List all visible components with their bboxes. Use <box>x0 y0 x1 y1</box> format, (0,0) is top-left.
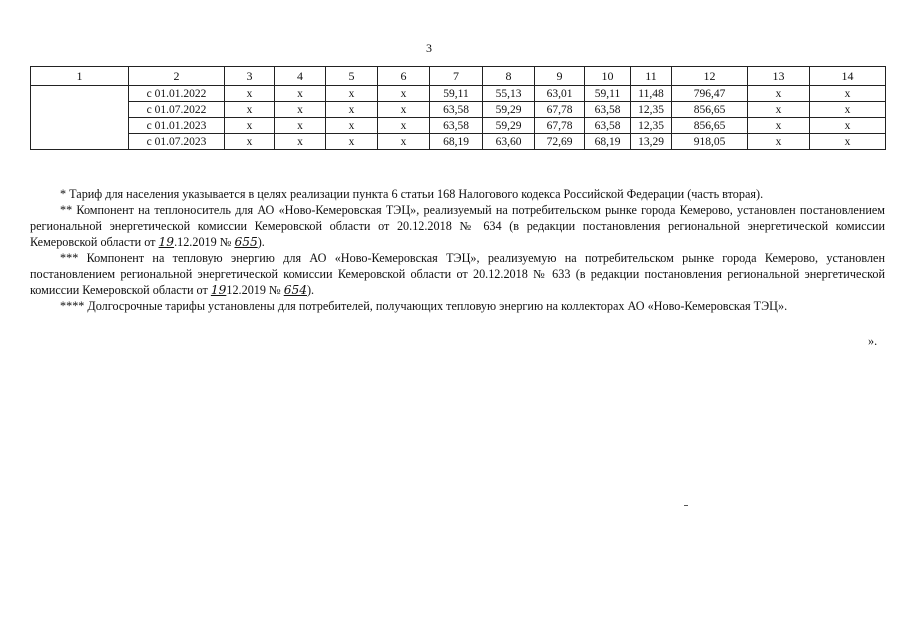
footnote-3-text: *** Компонент на тепловую энергию для АО «Ново-Кемеровская ТЭЦ», реализуемую на потребительском рынке города Кемерово, установлен постановлением региональной энергетической комиссии Кемеровской области от 20.12.2018 № 633 (в редакции постановления региональной энергетической комиссии Кемеровской области от <box>30 251 885 297</box>
table-cell: 918,05 <box>672 134 748 150</box>
table-cell: х <box>225 102 275 118</box>
table-cell: 12,35 <box>631 118 672 134</box>
handwritten-day: 19 <box>158 235 175 249</box>
header-cell: 9 <box>535 67 585 86</box>
table-cell: х <box>275 102 326 118</box>
table-cell: х <box>326 102 378 118</box>
table-cell: 72,69 <box>535 134 585 150</box>
header-cell: 1 <box>31 67 129 86</box>
header-cell: 4 <box>275 67 326 86</box>
table-cell: 59,29 <box>483 102 535 118</box>
header-cell: 8 <box>483 67 535 86</box>
header-cell: 5 <box>326 67 378 86</box>
header-cell: 10 <box>585 67 631 86</box>
table-cell: х <box>748 118 810 134</box>
table-cell: с 01.07.2022 <box>129 102 225 118</box>
handwritten-day: 19 <box>210 283 227 297</box>
table-cell: х <box>810 102 886 118</box>
footnote-2-date: .12.2019 № <box>174 235 235 249</box>
table-cell: 59,11 <box>430 86 483 102</box>
table-row <box>31 134 886 150</box>
table-cell: х <box>810 118 886 134</box>
table-cell: 63,58 <box>585 102 631 118</box>
table-cell: х <box>275 86 326 102</box>
header-cell: 3 <box>225 67 275 86</box>
merged-cell <box>31 86 129 150</box>
table-cell: х <box>810 86 886 102</box>
table-row <box>31 86 886 102</box>
table-cell: 11,48 <box>631 86 672 102</box>
table-cell: х <box>225 86 275 102</box>
table-row <box>31 102 886 118</box>
scan-mark <box>684 505 688 506</box>
footnote-2-text: ** Компонент на теплоноситель для АО «Ново-Кемеровская ТЭЦ», реализуемый на потребительском рынке города Кемерово, установлен постановлением региональной энергетической комиссии Кемеровской области от 20.12.2018 № 634 (в редакции постановления региональной энергетической комиссии Кемеровской области от <box>30 203 885 249</box>
table-cell: х <box>810 134 886 150</box>
table-cell: х <box>378 102 430 118</box>
table-cell: х <box>378 86 430 102</box>
table-cell: 12,35 <box>631 102 672 118</box>
table-cell: 13,29 <box>631 134 672 150</box>
tariff-table <box>30 66 886 150</box>
table-cell: 63,01 <box>535 86 585 102</box>
table-cell: х <box>275 134 326 150</box>
table-cell: 68,19 <box>430 134 483 150</box>
header-cell: 14 <box>810 67 886 86</box>
footnote-3-date: 12.2019 № <box>226 283 284 297</box>
header-cell: 11 <box>631 67 672 86</box>
table-cell: 63,58 <box>430 118 483 134</box>
table-cell: 856,65 <box>672 118 748 134</box>
table-cell: х <box>748 86 810 102</box>
table-cell: 59,29 <box>483 118 535 134</box>
footnote-4: **** Долгосрочные тарифы установлены для потребителей, получающих тепловую энергию на коллекторах АО «Ново-Кемеровская ТЭЦ». <box>60 299 788 313</box>
table-cell: х <box>378 134 430 150</box>
table-cell: 59,11 <box>585 86 631 102</box>
header-cell: 7 <box>430 67 483 86</box>
table-cell: х <box>748 134 810 150</box>
table-cell: 67,78 <box>535 118 585 134</box>
handwritten-number: 654 <box>283 283 307 297</box>
table-cell: 63,58 <box>585 118 631 134</box>
table-cell: 856,65 <box>672 102 748 118</box>
table-cell: х <box>275 118 326 134</box>
table-cell: с 01.01.2022 <box>129 86 225 102</box>
footnote-2-end: ). <box>257 235 265 249</box>
footnote-2 <box>30 202 885 250</box>
footnote-3 <box>30 250 885 298</box>
header-cell: 13 <box>748 67 810 86</box>
table-cell: х <box>225 134 275 150</box>
handwritten-number: 655 <box>234 235 258 249</box>
table-cell: 63,58 <box>430 102 483 118</box>
table-cell: х <box>225 118 275 134</box>
table-row <box>31 118 886 134</box>
table-cell: 67,78 <box>535 102 585 118</box>
header-cell: 2 <box>129 67 225 86</box>
footnotes <box>30 186 885 314</box>
closing-quote: ». <box>868 334 878 348</box>
table-cell: 796,47 <box>672 86 748 102</box>
table-cell: х <box>326 134 378 150</box>
header-cell: 12 <box>672 67 748 86</box>
table-cell: х <box>378 118 430 134</box>
footnote-3-end: ). <box>306 283 315 297</box>
table-cell: х <box>326 118 378 134</box>
footnote-1: * Тариф для населения указывается в целях реализации пункта 6 статьи 168 Налогового кодекса Российской Федерации (часть вторая). <box>60 187 764 201</box>
table-cell: с 01.01.2023 <box>129 118 225 134</box>
page-number: 3 <box>426 41 433 55</box>
table-cell: с 01.07.2023 <box>129 134 225 150</box>
table-cell: 55,13 <box>483 86 535 102</box>
table-header-row <box>31 67 886 86</box>
header-cell: 6 <box>378 67 430 86</box>
table-cell: х <box>748 102 810 118</box>
table-cell: 63,60 <box>483 134 535 150</box>
table-cell: х <box>326 86 378 102</box>
table-cell: 68,19 <box>585 134 631 150</box>
